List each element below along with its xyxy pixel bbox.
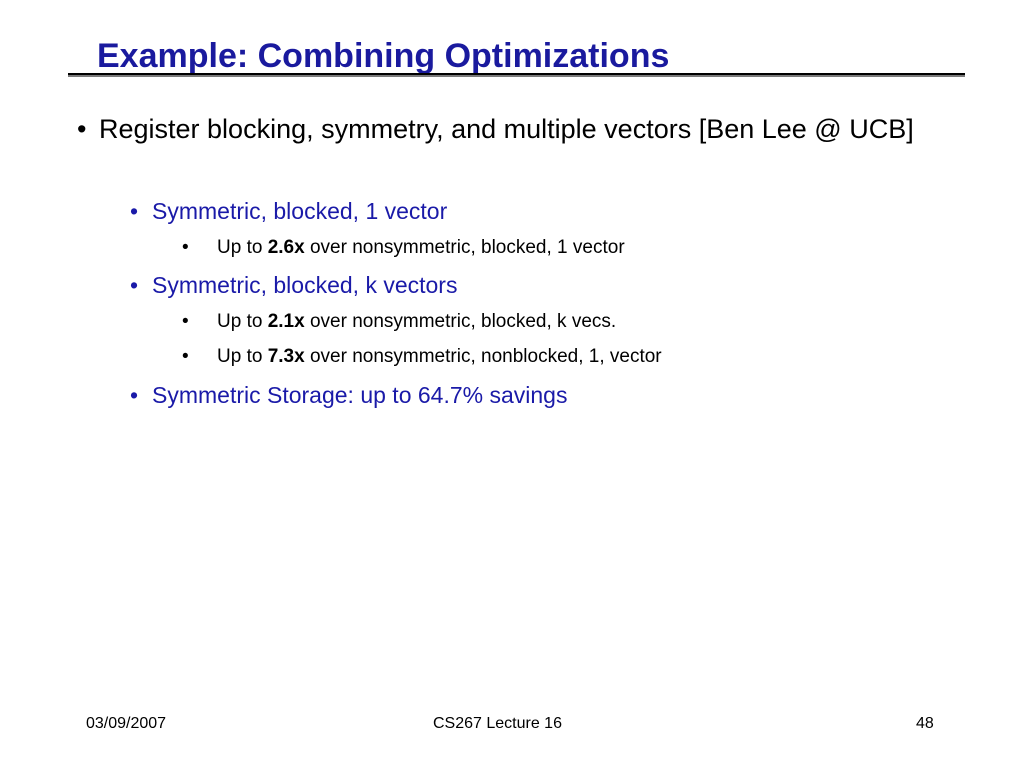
footer-course-title: CS267 Lecture 16 — [433, 715, 562, 732]
bullet-dot-icon: • — [130, 272, 139, 298]
bullet-main — [77, 110, 957, 148]
bullet-dot-icon: • — [130, 382, 139, 408]
detail-bullet-7-3x — [182, 344, 662, 370]
speedup-value: 2.1x — [267, 311, 305, 332]
detail-prefix: Up to — [217, 311, 268, 332]
detail-bullet-2-1x — [182, 309, 616, 335]
bullet-dot-icon: • — [182, 237, 189, 258]
bullet-dot-icon: • — [77, 114, 87, 144]
detail-prefix: Up to — [217, 237, 268, 258]
title-underline-rule — [68, 73, 965, 77]
subbullet-text: Symmetric Storage: up to 64.7% savings — [152, 382, 568, 408]
detail-text — [217, 235, 625, 261]
bullet-dot-icon: • — [182, 311, 189, 332]
subbullet-text: Symmetric, blocked, 1 vector — [152, 198, 448, 224]
detail-text — [217, 309, 616, 335]
detail-suffix: over nonsymmetric, blocked, 1 vector — [304, 237, 625, 258]
detail-suffix: over nonsymmetric, blocked, k vecs. — [304, 311, 617, 332]
subbullet-symmetric-storage — [130, 380, 567, 410]
speedup-value: 2.6x — [267, 237, 305, 258]
bullet-dot-icon: • — [130, 198, 139, 224]
bullet-dot-icon: • — [182, 346, 189, 367]
footer-page-number: 48 — [916, 715, 934, 732]
detail-bullet-2-6x — [182, 235, 625, 261]
slide-title: Example: Combining Optimizations — [97, 37, 670, 75]
subbullet-text: Symmetric, blocked, k vectors — [152, 272, 458, 298]
detail-suffix: over nonsymmetric, nonblocked, 1, vector — [304, 346, 662, 367]
footer-date: 03/09/2007 — [86, 715, 167, 732]
subbullet-symmetric-blocked-1-vector — [130, 196, 447, 226]
detail-text — [217, 344, 662, 370]
detail-prefix: Up to — [217, 346, 268, 367]
speedup-value: 7.3x — [267, 346, 305, 367]
bullet-main-text: Register blocking, symmetry, and multiple vectors [Ben Lee @ UCB] — [99, 114, 914, 144]
subbullet-symmetric-blocked-k-vectors — [130, 270, 457, 300]
